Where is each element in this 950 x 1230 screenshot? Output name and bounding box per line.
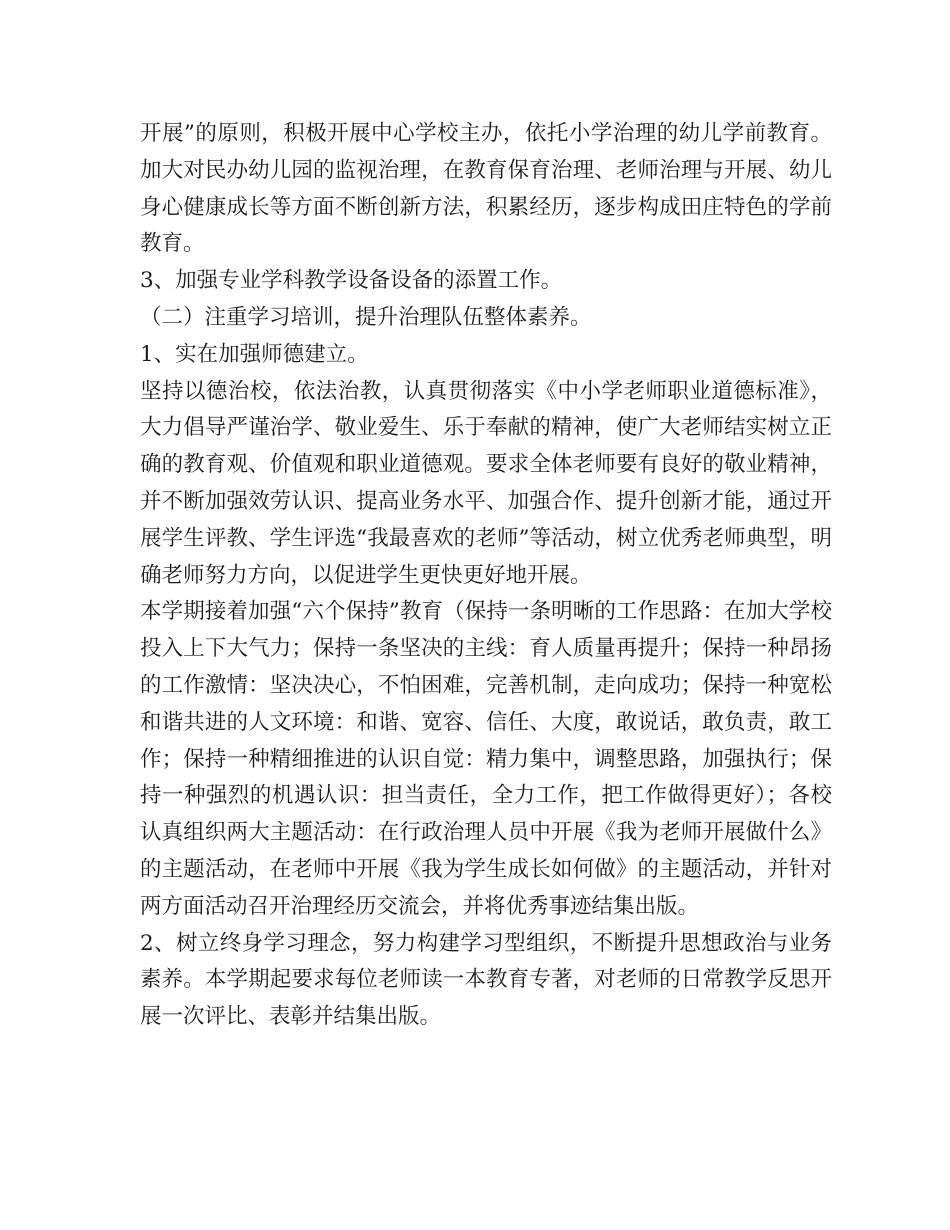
paragraph-ethics-item: 1、实在加强师德建立。 [140,341,369,367]
paragraph-lifelong-learning: 2、树立终身学习理念，努力构建学习型组织，不断提升思想政治与业务素养。本学期起要求每位老师读一本教育专著，对老师的日常教学反思开展一次评比、表彰并结集出版。 [140,930,832,1030]
document-body [140,116,832,1036]
paragraph-preschool-education: 开展”的原则，积极开展中心学校主办，依托小学治理的幼儿学前教育。加大对民办幼儿园的监视治理，在教育保育治理、老师治理与开展、幼儿身心健康成长等方面不断创新方法，积累经历，逐步构成田庄特色的学前教育。 [140,121,832,257]
paragraph-ethics-detail: 坚持以德治校，依法治教，认真贯彻落实《中小学老师职业道德标准》，大力倡导严谨治学、敬业爱生、乐于奉献的精神，使广大老师结实树立正确的教育观、价值观和职业道德观。要求全体老师要有良好的敬业精神，并不断加强效劳认识、提高业务水平、加强合作、提升创新才能，通过开展学生评教、学生评选“我最喜欢的老师”等活动，树立优秀老师典型，明确老师努力方向，以促进学生更快更好地开展。 [140,378,832,588]
paragraph-equipment-item: 3、加强专业学科教学设备设备的添置工作。 [140,268,563,294]
paragraph-section-heading: （二）注重学习培训，提升治理队伍整体素养。 [140,304,592,330]
paragraph-six-persistences: 本学期接着加强“六个保持”教育（保持一条明晰的工作思路：在加大学校投入上下大气力；保持一条坚决的主线：育人质量再提升；保持一种昂扬的工作激情：坚决决心，不怕困难，完善机制，走向成功；保持一种宽松和谐共进的人文环境：和谐、宽容、信任、大度，敢说话，敢负责，敢工作；保持一种精细推进的认识自觉：精力集中，调整思路，加强执行；保持一种强烈的机遇认识：担当责任，全力工作，把工作做得更好）；各校认真组织两大主题活动：在行政治理人员中开展《我为老师开展做什么》的主题活动，在老师中开展《我为学生成长如何做》的主题活动，并针对两方面活动召开治理经历交流会，并将优秀事迹结集出版。 [140,599,832,919]
